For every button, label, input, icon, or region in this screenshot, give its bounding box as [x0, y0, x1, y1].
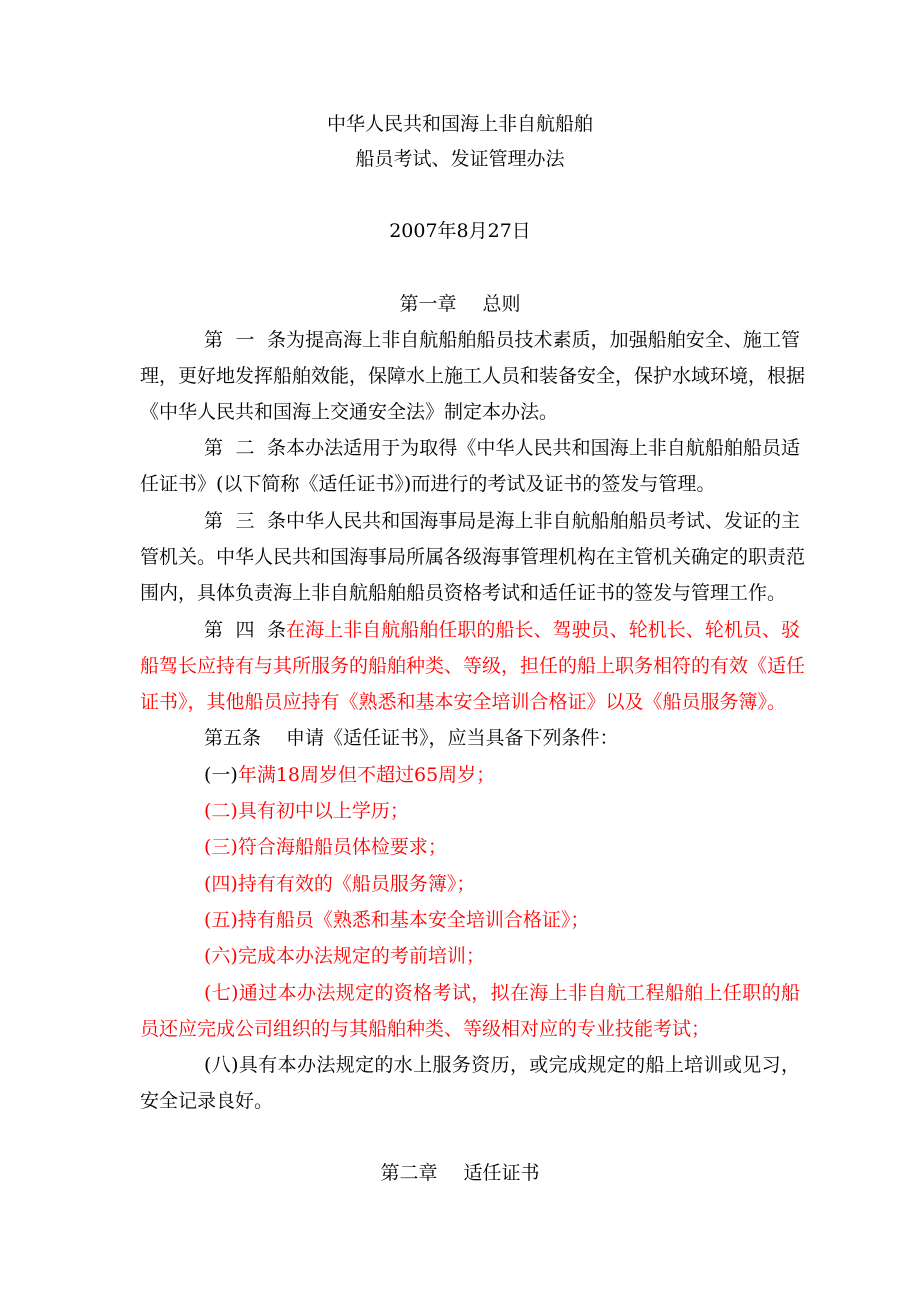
article4-line1: 第四条在海上非自航船舶任职的船长、驾驶员、轮机长、轮机员、驳 — [204, 619, 800, 641]
article3-line2: 管机关。中华人民共和国海事局所属各级海事管理机构在主管机关确定的职责范 — [140, 546, 806, 568]
article5-line1: 第五条 申请《适任证书》，应当具备下列条件： — [204, 727, 619, 749]
article5-item2: (二)具有初中以上学历； — [204, 800, 409, 822]
article5-item5: (五)持有船员《熟悉和基本安全培训合格证》； — [204, 909, 590, 931]
article3-line1: 第三条中华人民共和国海事局是海上非自航船舶船员考试、发证的主 — [204, 510, 800, 532]
chapter1-label: 第一章 — [399, 293, 457, 315]
doc-date: 2007年8月27日 — [389, 220, 531, 242]
article5-label: 第五条 — [204, 727, 262, 749]
article5-item8-line2: 安全记录良好。 — [140, 1090, 274, 1112]
article1-line3: 《中华人民共和国海上交通安全法》制定本办法。 — [140, 401, 559, 423]
article2-line2: 任证书》(以下简称《适任证书》)而进行的考试及证书的签发与管理。 — [140, 473, 716, 495]
article5-item4: (四)持有有效的《船员服务簿》； — [204, 873, 476, 895]
article4-label: 第四条 — [204, 619, 286, 641]
article4-line3: 证书》，其他船员应持有《熟悉和基本安全培训合格证》以及《船员服务簿》。 — [140, 691, 787, 713]
article3-label: 第三条 — [204, 510, 286, 532]
article5-item3: (三)符合海船船员体检要求； — [204, 836, 447, 858]
chapter1-heading — [0, 292, 920, 316]
article3-line3: 围内，具体负责海上非自航船舶船员资格考试和适任证书的签发与管理工作。 — [140, 582, 787, 604]
article5-item7-line1: (七)通过本办法规定的资格考试，拟在海上非自航工程船舶上任职的船 — [204, 982, 800, 1004]
article5-item8-line1: (八)具有本办法规定的水上服务资历，或完成规定的船上培训或见习， — [204, 1054, 800, 1076]
chapter2-label: 第二章 — [380, 1162, 438, 1184]
article5-item1: (一)年满18周岁但不超过65周岁； — [204, 764, 496, 786]
chapter2-heading — [0, 1161, 920, 1185]
article1-line2: 理，更好地发挥船舶效能，保障水上施工人员和装备安全，保护水域环境，根据 — [140, 365, 806, 387]
article5-item6: (六)完成本办法规定的考前培训； — [204, 945, 485, 967]
doc-title-line2: 船员考试、发证管理办法 — [355, 148, 565, 170]
article1-line1: 第一条为提高海上非自航船舶船员技术素质，加强船舶安全、施工管 — [204, 329, 800, 351]
chapter1-name: 总则 — [482, 293, 521, 315]
article4-line2: 船驾长应持有与其所服务的船舶种类、等级，担任的船上职务相符的有效《适任 — [140, 655, 806, 677]
doc-title-line1: 中华人民共和国海上非自航船舶 — [326, 113, 593, 135]
article2-line1: 第二条本办法适用于为取得《中华人民共和国海上非自航船舶船员适 — [204, 437, 800, 459]
article5-item7-line2: 员还应完成公司组织的与其船舶种类、等级相对应的专业技能考试； — [140, 1018, 711, 1040]
article1-label: 第一条 — [204, 329, 286, 351]
chapter2-name: 适任证书 — [463, 1162, 540, 1184]
article2-label: 第二条 — [204, 437, 286, 459]
